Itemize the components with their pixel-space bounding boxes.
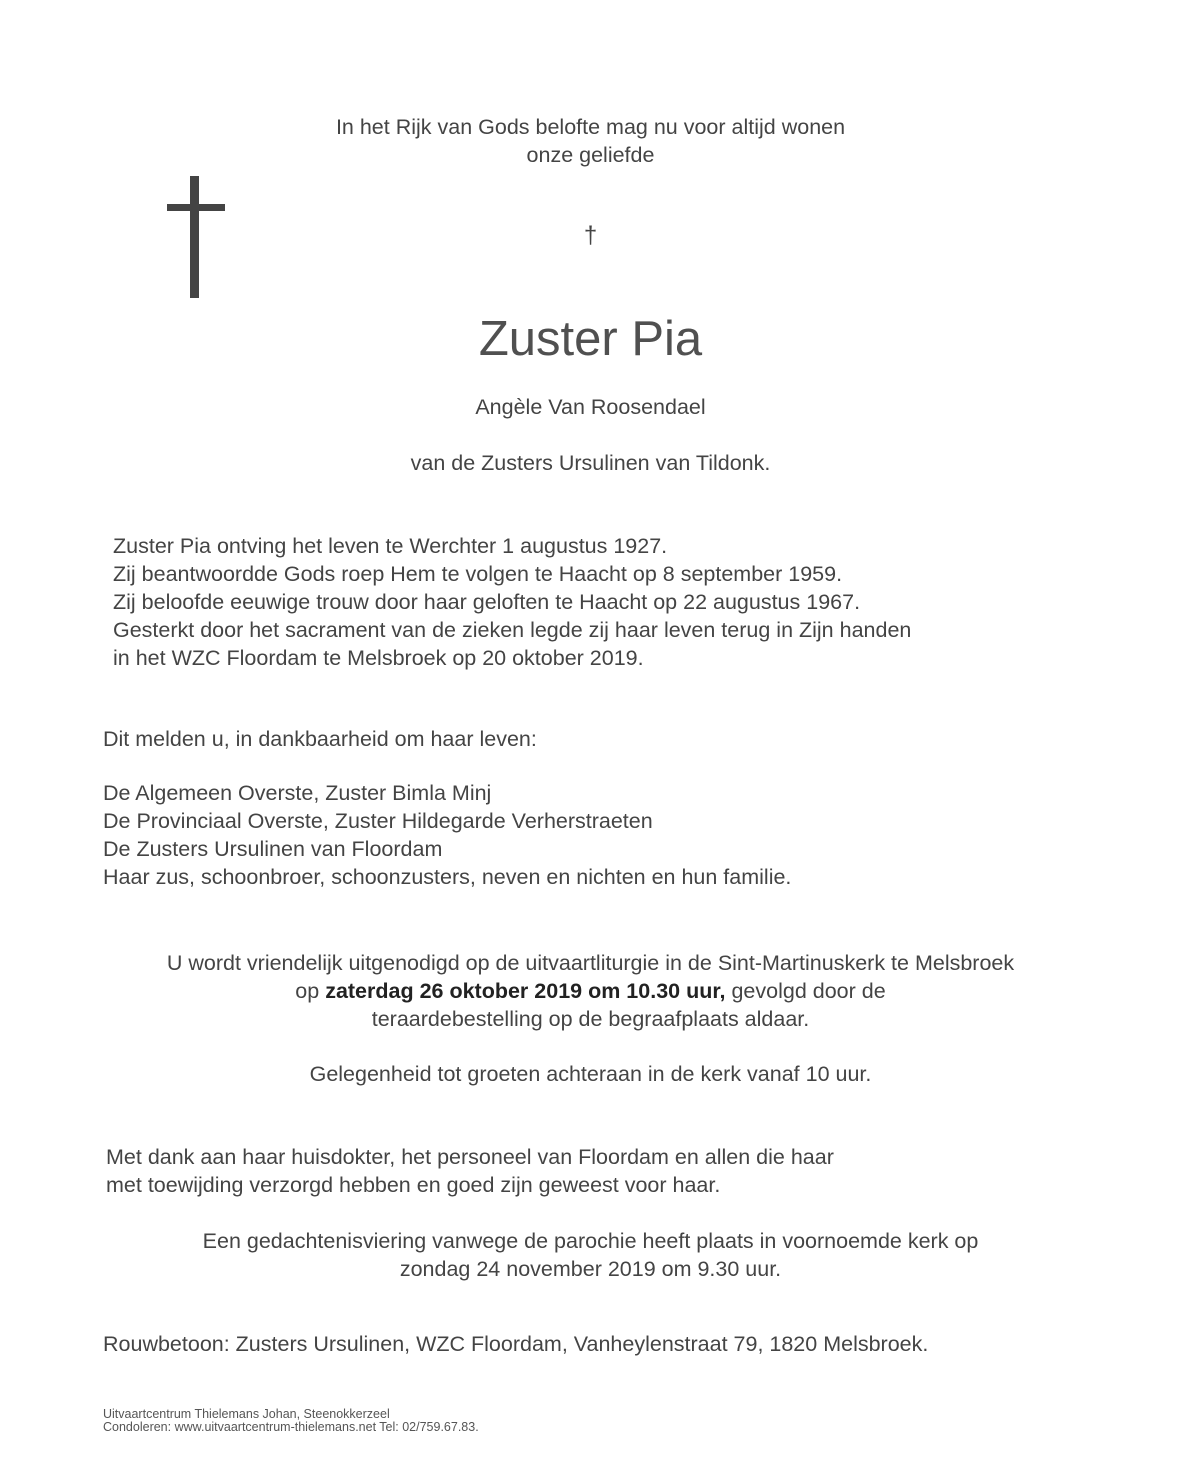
life-line: Zij beloofde eeuwige trouw door haar geloften te Haacht op 22 augustus 1967.: [113, 590, 861, 614]
footer-line-2: Condoleren: www.uitvaartcentrum-thielemans.net Tel: 02/759.67.83.: [103, 1420, 479, 1434]
deceased-name: Zuster Pia: [478, 312, 703, 366]
footer-line-1: Uitvaartcentrum Thielemans Johan, Steenokkerzeel: [103, 1407, 390, 1421]
intro-line-2: onze geliefde: [526, 143, 655, 167]
family-item: De Provinciaal Overste, Zuster Hildegarde Verherstraeten: [103, 809, 653, 833]
memorial-line: zondag 24 november 2019 om 9.30 uur.: [399, 1257, 782, 1281]
funeral-line-1: U wordt vriendelijk uitgenodigd op de uitvaartliturgie in de Sint-Martinuskerk te Melsbroek: [166, 951, 1015, 975]
funeral-line-2: [0, 977, 1181, 1005]
funeral-info: [0, 949, 1181, 1033]
memorial-paragraph: [0, 1227, 1181, 1283]
family-item: De Algemeen Overste, Zuster Bimla Minj: [103, 781, 492, 805]
life-line: in het WZC Floordam te Melsbroek op 20 oktober 2019.: [113, 646, 644, 670]
life-line: Zij beantwoordde Gods roep Hem te volgen te Haacht op 8 september 1959.: [113, 562, 843, 586]
mourning-address: Rouwbetoon: Zusters Ursulinen, WZC Floordam, Vanheylenstraat 79, 1820 Melsbroek.: [103, 1332, 929, 1356]
footer: [103, 1408, 479, 1434]
family-item: Haar zus, schoonbroer, schoonzusters, neven en nichten en hun familie.: [103, 865, 792, 889]
thanks-paragraph: [106, 1143, 834, 1199]
thanks-line: met toewijding verzorgd hebben en goed zijn geweest voor haar.: [106, 1173, 721, 1197]
intro-text: [0, 113, 1181, 169]
greeting-info: Gelegenheid tot groeten achteraan in de kerk vanaf 10 uur.: [309, 1062, 872, 1086]
life-line: Zuster Pia ontving het leven te Werchter 1 augustus 1927.: [113, 534, 668, 558]
birth-name: Angèle Van Roosendael: [475, 395, 706, 419]
dagger-symbol: †: [583, 222, 598, 249]
life-line: Gesterkt door het sacrament van de zieken legde zij haar leven terug in Zijn handen: [113, 618, 912, 642]
congregation: van de Zusters Ursulinen van Tildonk.: [410, 451, 771, 475]
family-list: [103, 779, 791, 891]
memorial-line: Een gedachtenisviering vanwege de parochie heeft plaats in voornoemde kerk op: [202, 1229, 979, 1253]
funeral-date: zaterdag 26 oktober 2019 om 10.30 uur,: [325, 979, 726, 1003]
announcement: Dit melden u, in dankbaarheid om haar leven:: [103, 727, 537, 751]
funeral-date-suffix: gevolgd door de: [725, 979, 886, 1003]
life-paragraph: [113, 532, 911, 672]
intro-line-1: In het Rijk van Gods belofte mag nu voor altijd wonen: [335, 115, 846, 139]
family-item: De Zusters Ursulinen van Floordam: [103, 837, 443, 861]
funeral-line-3: teraardebestelling op de begraafplaats aldaar.: [371, 1007, 810, 1031]
thanks-line: Met dank aan haar huisdokter, het personeel van Floordam en allen die haar: [106, 1145, 834, 1169]
funeral-date-prefix: op: [295, 979, 326, 1003]
